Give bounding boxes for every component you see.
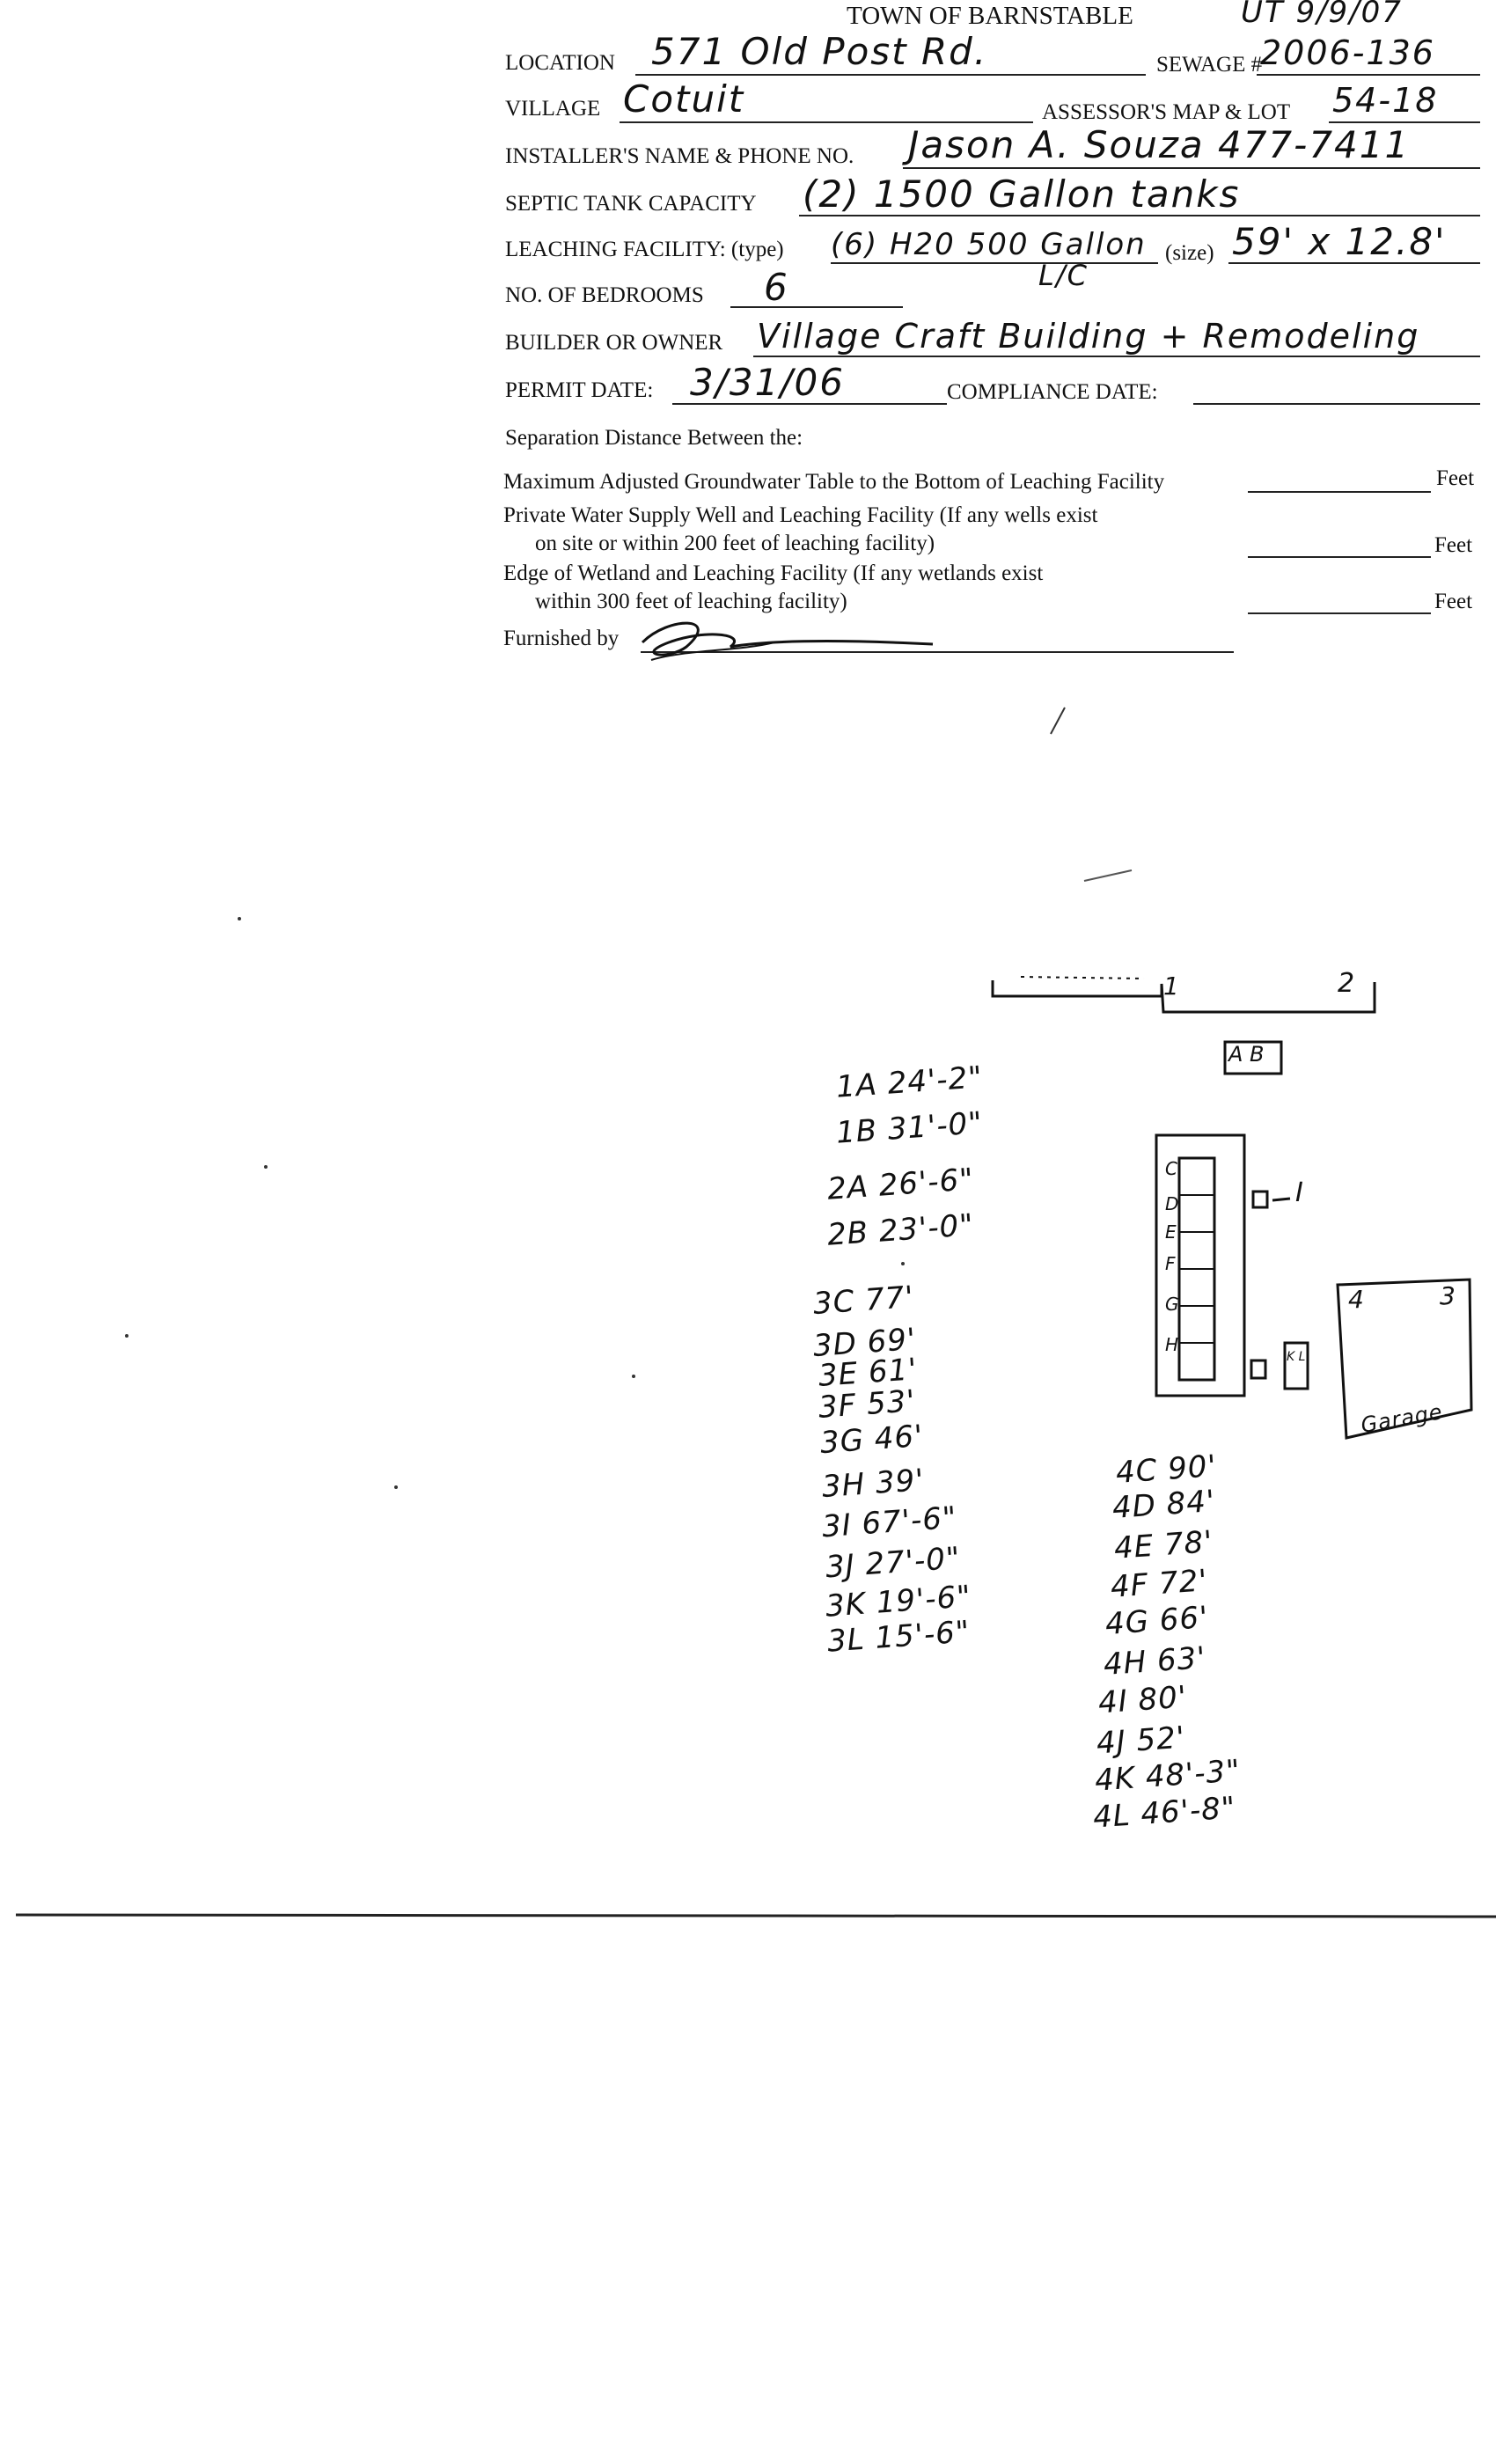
village-label: VILLAGE xyxy=(505,97,601,121)
size-label: (size) xyxy=(1165,241,1214,265)
measurement-3e: 3E 61' xyxy=(817,1352,919,1394)
separation-heading: Separation Distance Between the: xyxy=(505,426,803,450)
measurement-4f: 4F 72' xyxy=(1109,1563,1209,1605)
size-value: 59' x 12.8' xyxy=(1232,220,1447,263)
house-label-2: 2 xyxy=(1338,968,1356,999)
measurement-4d: 4D 84' xyxy=(1111,1483,1217,1527)
measurement-4g: 4G 66' xyxy=(1104,1599,1210,1643)
map-lot-label: ASSESSOR'S MAP & LOT xyxy=(1042,100,1291,124)
measurement-3g: 3G 46' xyxy=(818,1418,925,1462)
page-rule xyxy=(16,1915,1496,1917)
measurement-3l: 3L 15'-6" xyxy=(825,1614,972,1660)
field-letter-g: G xyxy=(1165,1294,1180,1315)
field-letter-e: E xyxy=(1165,1221,1177,1243)
sewage-label: SEWAGE # xyxy=(1156,53,1263,77)
field-letter-h: H xyxy=(1165,1334,1180,1355)
measurement-1b: 1B 31'-0" xyxy=(834,1105,985,1151)
town-title: TOWN OF BARNSTABLE xyxy=(847,2,1133,30)
box-ab-label: A B xyxy=(1228,1042,1265,1067)
builder-value: Village Craft Building + Remodeling xyxy=(757,317,1420,356)
separation-row-2: Private Water Supply Well and Leaching Facility (If any wells exist xyxy=(503,503,1098,527)
location-value: 571 Old Post Rd. xyxy=(651,30,988,73)
sewage-value: 2006-136 xyxy=(1260,33,1435,72)
marker-i-dash xyxy=(1272,1199,1290,1200)
measurement-4h: 4H 63' xyxy=(1102,1639,1207,1683)
field-letter-c: C xyxy=(1165,1158,1178,1179)
stray-dots xyxy=(125,917,905,1489)
field-letter-f: F xyxy=(1165,1253,1177,1274)
leaching-type-value: (6) H20 500 Gallon xyxy=(831,227,1147,262)
measurement-4i: 4I 80' xyxy=(1096,1679,1189,1721)
compliance-label: COMPLIANCE DATE: xyxy=(947,380,1158,404)
separation-row-3-unit: Feet xyxy=(1434,590,1473,613)
measurement-3f: 3F 53' xyxy=(817,1383,917,1426)
measurement-2a: 2A 26'-6" xyxy=(825,1162,976,1207)
measurement-2b: 2B 23'-0" xyxy=(825,1207,976,1253)
corner-note: UT 9/9/07 xyxy=(1241,0,1403,30)
installer-value: Jason A. Souza 477-7411 xyxy=(908,123,1411,166)
separation-row-1: Maximum Adjusted Groundwater Table to the Bottom of Leaching Facility xyxy=(503,470,1165,494)
measurement-3c: 3C 77' xyxy=(811,1280,916,1322)
measurement-4j: 4J 52' xyxy=(1095,1720,1187,1762)
measurement-3i: 3I 67'-6" xyxy=(820,1500,958,1545)
measurement-3h: 3H 39' xyxy=(820,1462,926,1506)
separation-row-3: Edge of Wetland and Leaching Facility (If any wetlands exist xyxy=(503,561,1044,585)
house-outline xyxy=(993,980,1375,1012)
measurement-3d: 3D 69' xyxy=(811,1321,918,1365)
tank-label: SEPTIC TANK CAPACITY xyxy=(505,192,757,216)
garage-corner-3: 3 xyxy=(1440,1281,1456,1310)
marker-small-box xyxy=(1251,1360,1265,1378)
bedrooms-value: 6 xyxy=(764,266,789,309)
measurement-4l: 4L 46'-8" xyxy=(1091,1790,1237,1836)
marker-i-box xyxy=(1253,1192,1267,1207)
permit-label: PERMIT DATE: xyxy=(505,378,654,402)
builder-label: BUILDER OR OWNER xyxy=(505,331,723,355)
measurement-4k: 4K 48'-3" xyxy=(1093,1753,1243,1799)
garage-corner-4: 4 xyxy=(1348,1285,1365,1314)
marker-kl-label: K L xyxy=(1287,1350,1306,1364)
measurement-3k: 3K 19'-6" xyxy=(824,1579,973,1624)
measurement-1a: 1A 24'-2" xyxy=(834,1060,985,1105)
separation-row-1-unit: Feet xyxy=(1436,466,1475,490)
measurement-3j: 3J 27'-0" xyxy=(824,1540,962,1586)
furnished-label: Furnished by xyxy=(503,627,620,650)
permit-value: 3/31/06 xyxy=(690,361,845,404)
separation-row-3-cont: within 300 feet of leaching facility) xyxy=(535,590,847,613)
village-value: Cotuit xyxy=(623,77,745,121)
field-letter-d: D xyxy=(1165,1193,1180,1214)
leaching-note: L/C xyxy=(1038,259,1089,292)
separation-row-2-cont: on site or within 200 feet of leaching facility) xyxy=(535,532,935,555)
marker-i-label: I xyxy=(1295,1177,1304,1208)
garage-label: Garage xyxy=(1359,1399,1445,1438)
leaching-label: LEACHING FACILITY: (type) xyxy=(505,238,784,261)
measurement-4c: 4C 90' xyxy=(1114,1448,1219,1491)
installer-label: INSTALLER'S NAME & PHONE NO. xyxy=(505,144,854,168)
map-lot-value: 54-18 xyxy=(1332,81,1439,120)
measurement-4e: 4E 78' xyxy=(1112,1524,1214,1566)
location-label: LOCATION xyxy=(505,51,615,75)
house-notch xyxy=(1021,977,1144,979)
leaching-field-dividers xyxy=(1179,1195,1214,1343)
house-label-1: 1 xyxy=(1163,972,1180,1001)
separation-row-2-unit: Feet xyxy=(1434,533,1473,557)
bedrooms-label: NO. OF BEDROOMS xyxy=(505,283,704,307)
tank-value: (2) 1500 Gallon tanks xyxy=(803,172,1241,216)
